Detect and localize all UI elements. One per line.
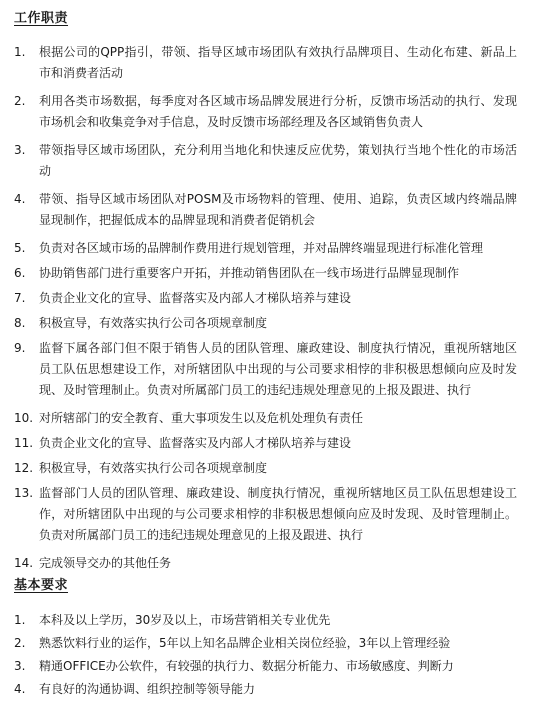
list-item bbox=[0, 338, 543, 401]
list-item bbox=[0, 633, 543, 654]
list-item-text: 监督部门人员的团队管理、廉政建设、制度执行情况，重视所辖地区员工队伍思想建设工作，对所辖团队中出现的与公司要求相悖的非积极思想倾向应及时发现、及时管理制止。负责对所属部门员工的违纪违规处理意见的上报及跟进、执行 bbox=[39, 486, 517, 542]
list-item-text: 监督下属各部门但不限于销售人员的团队管理、廉政建设、制度执行情况，重视所辖地区员工队伍思想建设工作，对所辖团队中出现的与公司要求相悖的非积极思想倾向应及时发现、及时管理制止。负责对所属部门员工的违纪违规处理意见的上报及跟进、执行 bbox=[39, 341, 517, 397]
list-item-number: 14. bbox=[14, 556, 34, 570]
list-item-number: 1. bbox=[14, 45, 26, 59]
list-item bbox=[0, 238, 543, 259]
list-item-text: 负责企业文化的宣导、监督落实及内部人才梯队培养与建设 bbox=[39, 436, 352, 450]
list-item bbox=[0, 140, 543, 182]
list-item-text: 带领、指导区域市场团队对POSM及市场物料的管理、使用、追踪，负责区域内终端品牌显现制作，把握低成本的品牌显现和消费者促销机会 bbox=[39, 192, 517, 227]
list-item-text: 完成领导交办的其他任务 bbox=[39, 556, 172, 570]
list-item-text: 本科及以上学历，30岁及以上，市场营销相关专业优先 bbox=[39, 613, 331, 627]
list-item bbox=[0, 433, 543, 454]
requirements-list bbox=[0, 610, 543, 702]
list-item-number: 10. bbox=[14, 411, 34, 425]
list-item-number: 5. bbox=[14, 241, 26, 255]
list-item-text: 精通OFFICE办公软件，有较强的执行力、数据分析能力、市场敏感度、判断力 bbox=[39, 659, 454, 673]
list-item-text: 利用各类市场数据，每季度对各区域市场品牌发展进行分析，反馈市场活动的执行、发现市场机会和收集竞争对手信息，及时反馈市场部经理及各区域销售负责人 bbox=[39, 94, 517, 129]
list-item bbox=[0, 679, 543, 700]
list-item bbox=[0, 313, 543, 334]
list-item-number: 8. bbox=[14, 316, 26, 330]
list-item bbox=[0, 42, 543, 84]
section-title-requirements: 基本要求 bbox=[14, 578, 69, 593]
list-item bbox=[0, 263, 543, 284]
list-item bbox=[0, 483, 543, 546]
list-item-number: 7. bbox=[14, 291, 26, 305]
list-item bbox=[0, 189, 543, 231]
list-item-text: 对所辖部门的安全教育、重大事项发生以及危机处理负有责任 bbox=[39, 411, 364, 425]
list-item-number: 2. bbox=[14, 636, 26, 650]
duties-list bbox=[0, 42, 543, 578]
list-item-number: 3. bbox=[14, 659, 26, 673]
list-item-number: 3. bbox=[14, 143, 26, 157]
list-item-text: 积极宣导，有效落实执行公司各项规章制度 bbox=[39, 461, 268, 475]
list-item-text: 协助销售部门进行重要客户开拓，并推动销售团队在一线市场进行品牌显现制作 bbox=[39, 266, 460, 280]
list-item bbox=[0, 656, 543, 677]
list-item bbox=[0, 458, 543, 479]
list-item-text: 积极宣导，有效落实执行公司各项规章制度 bbox=[39, 316, 268, 330]
list-item bbox=[0, 610, 543, 631]
list-item-text: 负责对各区域市场的品牌制作费用进行规划管理，并对品牌终端显现进行标准化管理 bbox=[39, 241, 484, 255]
list-item-number: 13. bbox=[14, 486, 34, 500]
list-item-number: 2. bbox=[14, 94, 26, 108]
list-item-number: 11. bbox=[14, 436, 34, 450]
list-item-text: 根据公司的QPP指引，带领、指导区域市场团队有效执行品牌项目、生动化布建、新品上市和消费者活动 bbox=[39, 45, 517, 80]
list-item-text: 带领指导区域市场团队，充分利用当地化和快速反应优势，策划执行当地个性化的市场活动 bbox=[39, 143, 517, 178]
list-item-number: 4. bbox=[14, 682, 26, 696]
list-item-number: 12. bbox=[14, 461, 34, 475]
list-item bbox=[0, 91, 543, 133]
list-item-number: 1. bbox=[14, 613, 26, 627]
list-item-number: 4. bbox=[14, 192, 26, 206]
list-item-number: 9. bbox=[14, 341, 26, 355]
list-item bbox=[0, 408, 543, 429]
list-item-text: 有良好的沟通协调、组织控制等领导能力 bbox=[39, 682, 256, 696]
list-item bbox=[0, 553, 543, 574]
list-item-text: 负责企业文化的宣导、监督落实及内部人才梯队培养与建设 bbox=[39, 291, 352, 305]
list-item-text: 熟悉饮料行业的运作，5年以上知名品牌企业相关岗位经验，3年以上管理经验 bbox=[39, 636, 451, 650]
section-title-duties: 工作职责 bbox=[14, 11, 69, 26]
list-item-number: 6. bbox=[14, 266, 26, 280]
list-item bbox=[0, 288, 543, 309]
